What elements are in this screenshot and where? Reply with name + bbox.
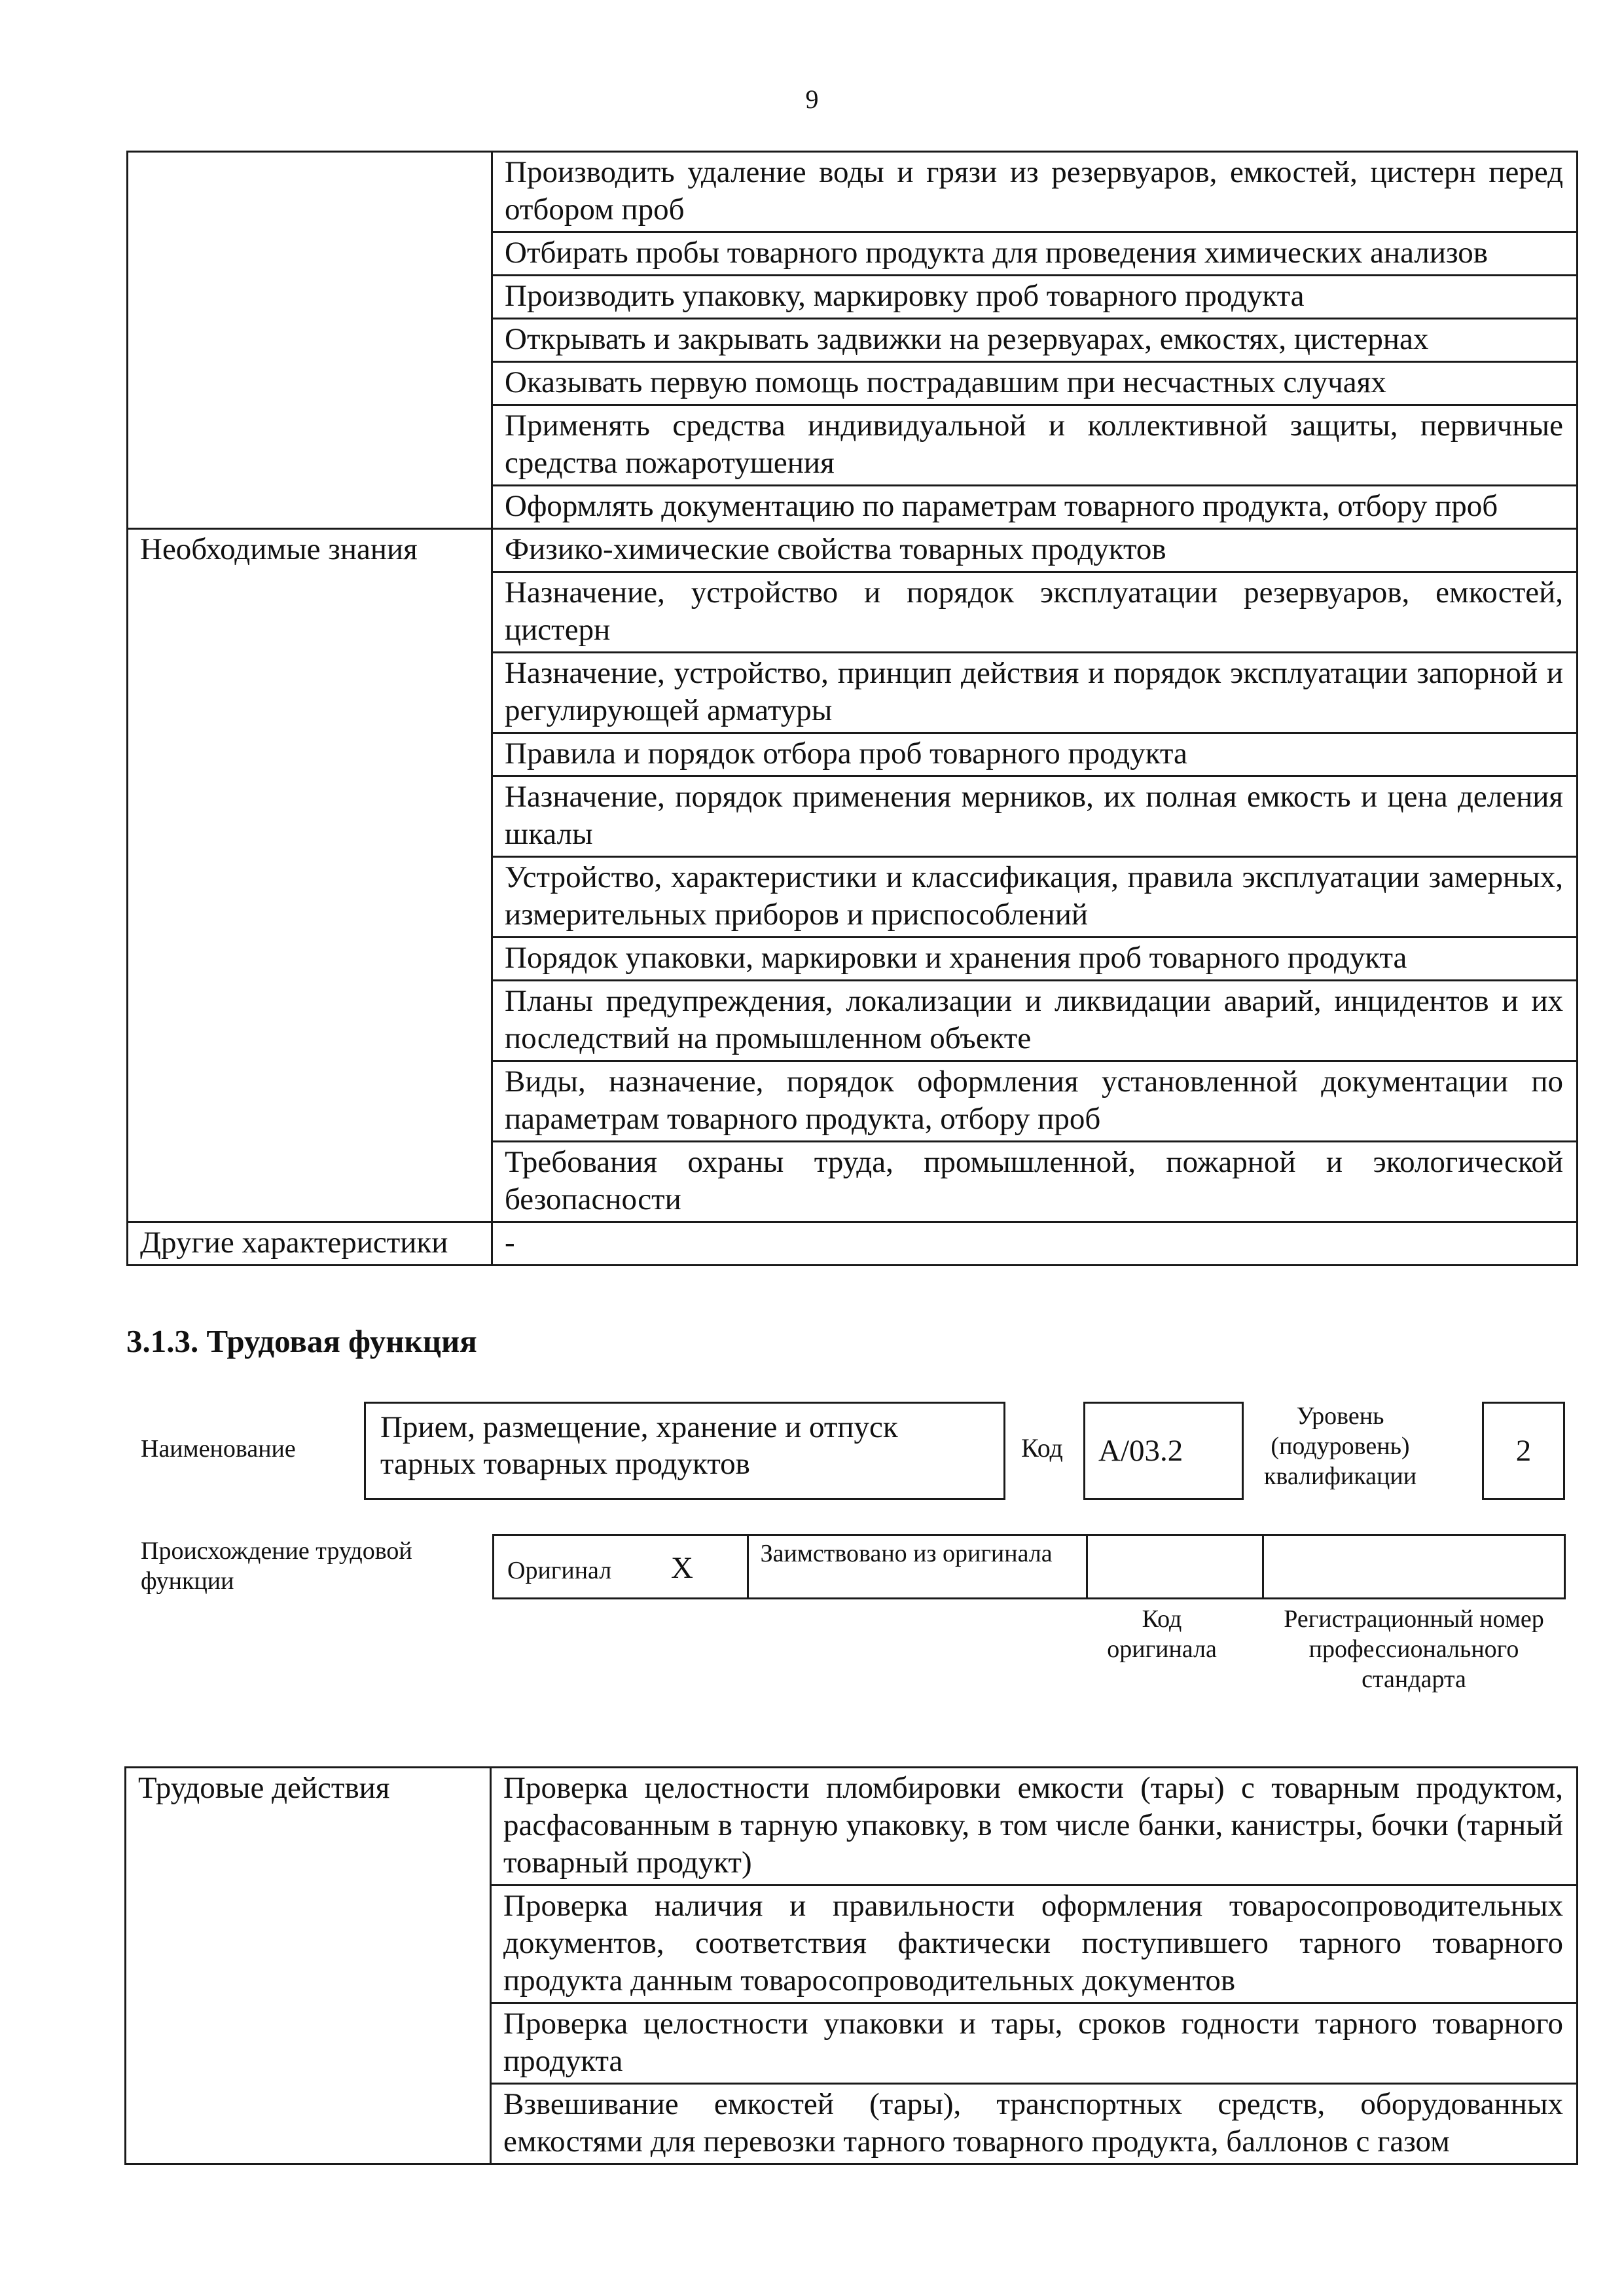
- code-label: Код: [1021, 1433, 1063, 1463]
- origin-original-cell: [494, 1536, 749, 1597]
- table-row: [128, 152, 1578, 232]
- table-cell: Производить упаковку, маркировку проб товарного продукта: [492, 276, 1578, 319]
- row-label-knowledge: Необходимые знания: [128, 529, 492, 1222]
- row-label: [128, 152, 492, 529]
- table-cell: Проверка целостности упаковки и тары, сроков годности тарного товарного продукта: [491, 2003, 1578, 2084]
- code-original-label: Код оригинала: [1107, 1605, 1217, 1663]
- table-cell: Порядок упаковки, маркировки и хранения проб товарного продукта: [492, 938, 1578, 981]
- table-cell: Применять средства индивидуальной и коллективной защиты, первичные средства пожаротушения: [492, 405, 1578, 486]
- table-cell: Проверка наличия и правильности оформления товаросопроводительных документов, соответствия фактически поступившего тарного товарного продукта данным товаросопроводительных документов: [491, 1886, 1578, 2003]
- name-label: Наименование: [141, 1435, 296, 1463]
- origin-reg-number-cell: [1264, 1536, 1564, 1597]
- table-cell: Назначение, устройство и порядок эксплуатации резервуаров, емкостей, цистерн: [492, 572, 1578, 653]
- table-cell: Взвешивание емкостей (тары), транспортных средств, оборудованных емкостями для перевозки тарного товарного продукта, баллонов с газом: [491, 2084, 1578, 2164]
- table-row: [128, 529, 1578, 572]
- table-cell: Устройство, характеристики и классификация, правила эксплуатации замерных, измерительных приборов и приспособлений: [492, 857, 1578, 938]
- labor-actions-table: [124, 1766, 1578, 2165]
- skills-knowledge-table: [126, 151, 1578, 1266]
- origin-row: [492, 1534, 1566, 1599]
- qualification-level-label: Уровень (подуровень) квалификации: [1263, 1402, 1417, 1490]
- function-name-box: Прием, размещение, хранение и отпуск тарных товарных продуктов: [364, 1402, 1005, 1500]
- table-cell: Назначение, устройство, принцип действия и порядок эксплуатации запорной и регулирующей арматуры: [492, 653, 1578, 733]
- table-cell: Открывать и закрывать задвижки на резервуарах, емкостях, цистернах: [492, 319, 1578, 362]
- table-cell: Виды, назначение, порядок оформления установленной документации по параметрам товарного продукта, отбору проб: [492, 1061, 1578, 1142]
- section-heading: 3.1.3. Трудовая функция: [126, 1323, 477, 1359]
- table-row: [128, 1222, 1578, 1266]
- page-number: 9: [805, 84, 819, 114]
- table-cell: Правила и порядок отбора проб товарного продукта: [492, 733, 1578, 776]
- original-label: Оригинал: [507, 1557, 612, 1584]
- origin-label: Происхождение трудовой функции: [141, 1537, 412, 1595]
- table-cell: Оказывать первую помощь пострадавшим при несчастных случаях: [492, 362, 1578, 405]
- table-cell: Отбирать пробы товарного продукта для проведения химических анализов: [492, 232, 1578, 276]
- origin-code-cell: [1088, 1536, 1264, 1597]
- table-cell: Проверка целостности пломбировки емкости (тары) с товарным продуктом, расфасованным в тарную упаковку, в том числе банки, канистры, бочки (тарный товарный продукт): [491, 1768, 1578, 1886]
- table-cell: -: [492, 1222, 1578, 1266]
- qualification-level-box: 2: [1482, 1402, 1565, 1500]
- table-cell: Планы предупреждения, локализации и ликвидации аварий, инцидентов и их последствий на промышленном объекте: [492, 981, 1578, 1061]
- table-cell: Физико-химические свойства товарных продуктов: [492, 529, 1578, 572]
- table-cell: Требования охраны труда, промышленной, пожарной и экологической безопасности: [492, 1142, 1578, 1222]
- origin-borrowed-cell: [749, 1536, 1088, 1597]
- row-label-other: Другие характеристики: [128, 1222, 492, 1266]
- row-label-actions: Трудовые действия: [126, 1768, 491, 2164]
- reg-number-label: Регистрационный номер профессионального стандарта: [1284, 1605, 1544, 1693]
- table-cell: Производить удаление воды и грязи из резервуаров, емкостей, цистерн перед отбором проб: [492, 152, 1578, 232]
- original-mark: X: [671, 1551, 693, 1585]
- table-cell: Оформлять документацию по параметрам товарного продукта, отбору проб: [492, 486, 1578, 529]
- table-cell: Назначение, порядок применения мерников, их полная емкость и цена деления шкалы: [492, 776, 1578, 857]
- code-value-box: A/03.2: [1083, 1402, 1244, 1500]
- table-row: [126, 1768, 1578, 1886]
- borrowed-label: Заимствовано из оригинала: [760, 1540, 1053, 1567]
